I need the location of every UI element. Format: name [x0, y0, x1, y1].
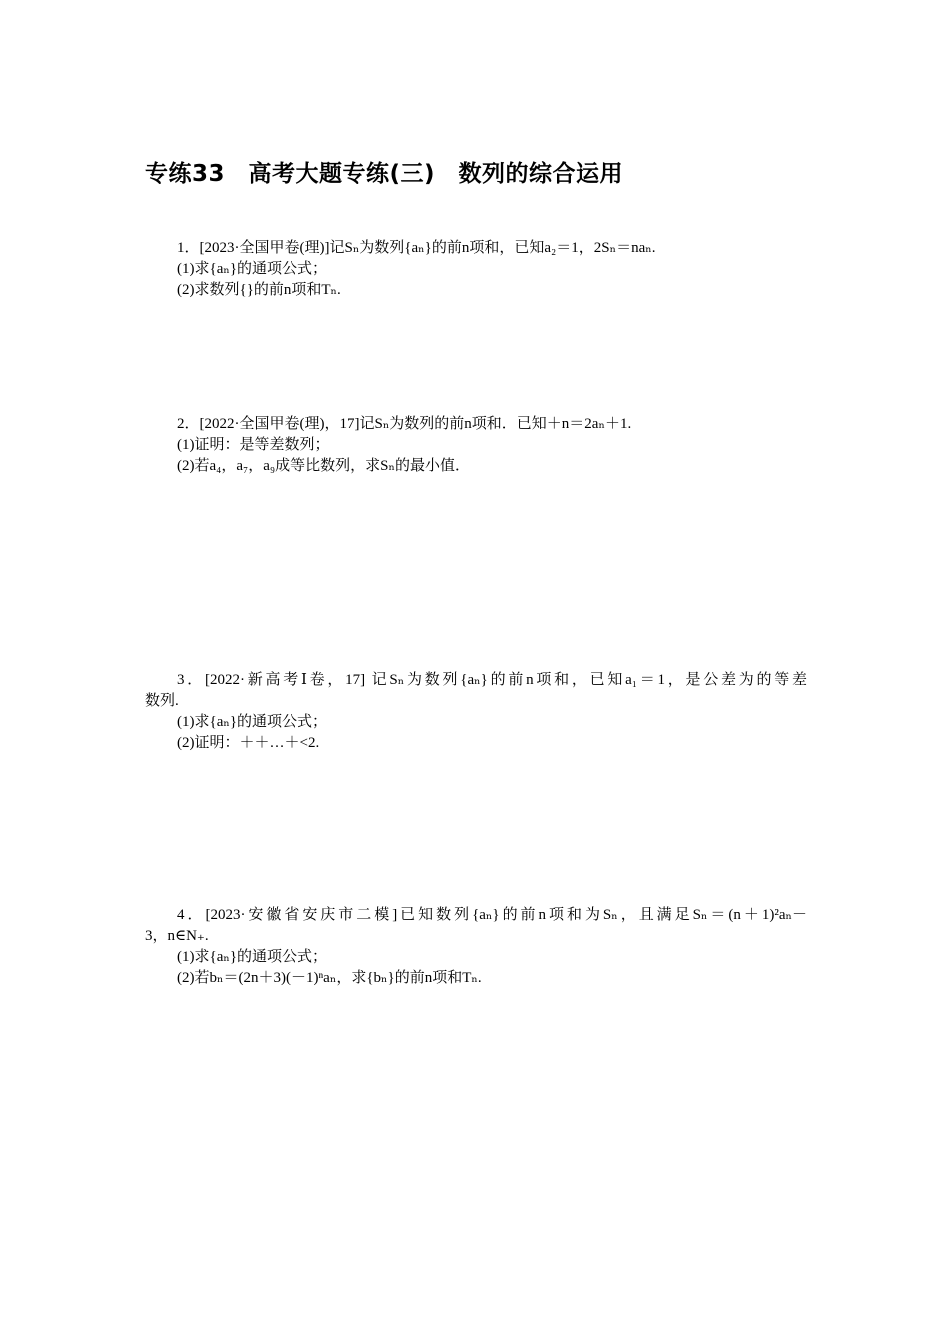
- problem-4: [145, 905, 807, 989]
- problem-3-part-2: (2)证明：＋＋…＋<2.: [177, 735, 320, 751]
- problem-2-part-2: (2)若a₄，a₇，a₉成等比数列，求Sₙ的最小值．: [177, 458, 470, 474]
- problem-3: [145, 670, 807, 754]
- problem-1: [145, 238, 807, 301]
- problem-2-stem: 2．[2022·全国甲卷(理)，17]记Sₙ为数列的前n项和．已知＋n＝2aₙ＋1.: [177, 416, 632, 432]
- problem-3-stem-line-2: 数列.: [145, 693, 179, 709]
- problem-4-part-1: (1)求{aₙ}的通项公式；: [177, 949, 328, 965]
- problem-1-stem: 1．[2023·全国甲卷(理)]记Sₙ为数列{aₙ}的前n项和，已知a₂＝1，2Sₙ＝naₙ.: [177, 240, 656, 256]
- problem-2-part-1: (1)证明：是等差数列；: [177, 437, 330, 453]
- page-title: 专练33 高考大题专练(三) 数列的综合运用: [145, 161, 624, 187]
- problem-3-part-1: (1)求{aₙ}的通项公式；: [177, 714, 328, 730]
- problem-4-stem-line-1: 4．[2023·安徽省安庆市二模]已知数列{aₙ}的前n项和为Sₙ，且满足Sₙ＝(n＋1)²aₙ－: [177, 907, 807, 923]
- problem-1-part-2: (2)求数列{}的前n项和Tₙ.: [177, 282, 341, 298]
- problem-1-part-1: (1)求{aₙ}的通项公式；: [177, 261, 328, 277]
- problem-4-stem-line-2: 3，n∈N₊.: [145, 928, 209, 944]
- problem-3-stem-line-1: 3．[2022·新高考Ⅰ卷，17] 记Sₙ为数列{aₙ}的前n项和，已知a₁＝1，是公差为的等差: [177, 672, 807, 688]
- problem-2: [145, 414, 807, 477]
- problem-4-part-2: (2)若bₙ＝(2n＋3)(－1)ⁿaₙ，求{bₙ}的前n项和Tₙ.: [177, 970, 482, 986]
